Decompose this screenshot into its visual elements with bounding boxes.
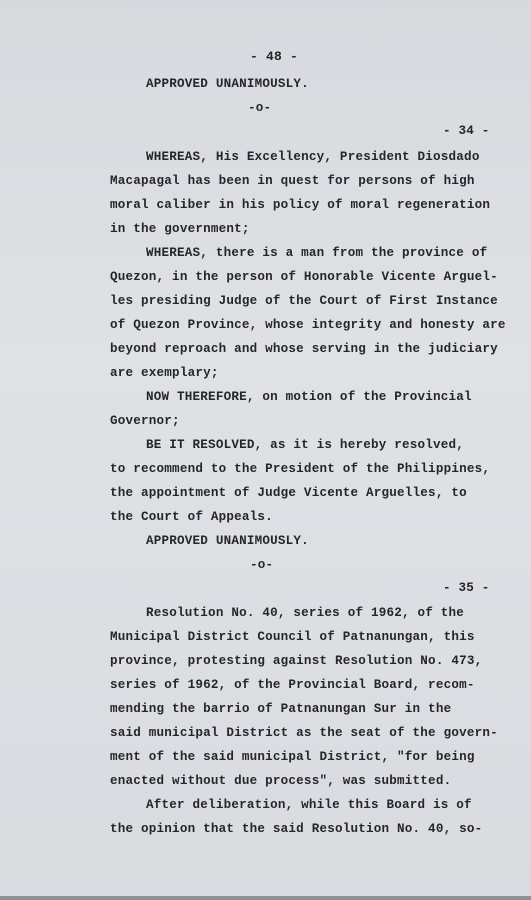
body-line: the Court of Appeals. — [110, 510, 273, 524]
resolution-number: - 34 - — [443, 124, 490, 138]
body-line: series of 1962, of the Provincial Board, recom- — [110, 678, 475, 692]
body-line: WHEREAS, His Excellency, President Diosdado — [146, 150, 480, 164]
body-line: province, protesting against Resolution No. 473, — [110, 654, 483, 668]
body-line: in the government; — [110, 222, 250, 236]
body-line: Governor; — [110, 414, 180, 428]
resolution-number: - 35 - — [443, 581, 490, 595]
body-line: moral caliber in his policy of moral regeneration — [110, 198, 491, 212]
approved-unanimously-heading: APPROVED UNANIMOUSLY. — [146, 77, 309, 91]
body-line: to recommend to the President of the Philippines, — [110, 462, 491, 476]
approved-unanimously-heading: APPROVED UNANIMOUSLY. — [146, 534, 309, 548]
body-line: NOW THEREFORE, on motion of the Provincial — [146, 390, 472, 404]
body-line: the appointment of Judge Vicente Arguelles, to — [110, 486, 467, 500]
section-separator: -o- — [250, 558, 274, 572]
body-line: said municipal District as the seat of the govern- — [110, 726, 498, 740]
page-bottom-edge — [0, 896, 531, 900]
body-line: enacted without due process", was submitted. — [110, 774, 452, 788]
body-line: Resolution No. 40, series of 1962, of the — [146, 606, 465, 620]
body-line: WHEREAS, there is a man from the province of — [146, 246, 488, 260]
body-line: ment of the said municipal District, "for being — [110, 750, 475, 764]
body-line: BE IT RESOLVED, as it is hereby resolved, — [146, 438, 465, 452]
section-separator: -o- — [248, 101, 272, 115]
body-line: are exemplary; — [110, 366, 219, 380]
body-line: les presiding Judge of the Court of First Instance — [110, 294, 498, 308]
body-line: the opinion that the said Resolution No. 40, so- — [110, 822, 483, 836]
body-line: beyond reproach and whose serving in the judiciary — [110, 342, 498, 356]
body-line: of Quezon Province, whose integrity and honesty are — [110, 318, 506, 332]
body-line: Macapagal has been in quest for persons of high — [110, 174, 475, 188]
body-line: Quezon, in the person of Honorable Vicente Arguel- — [110, 270, 498, 284]
body-line: Municipal District Council of Patnanungan, this — [110, 630, 475, 644]
body-line: After deliberation, while this Board is of — [146, 798, 472, 812]
page-number: - 48 - — [250, 49, 299, 64]
body-line: mending the barrio of Patnanungan Sur in the — [110, 702, 452, 716]
